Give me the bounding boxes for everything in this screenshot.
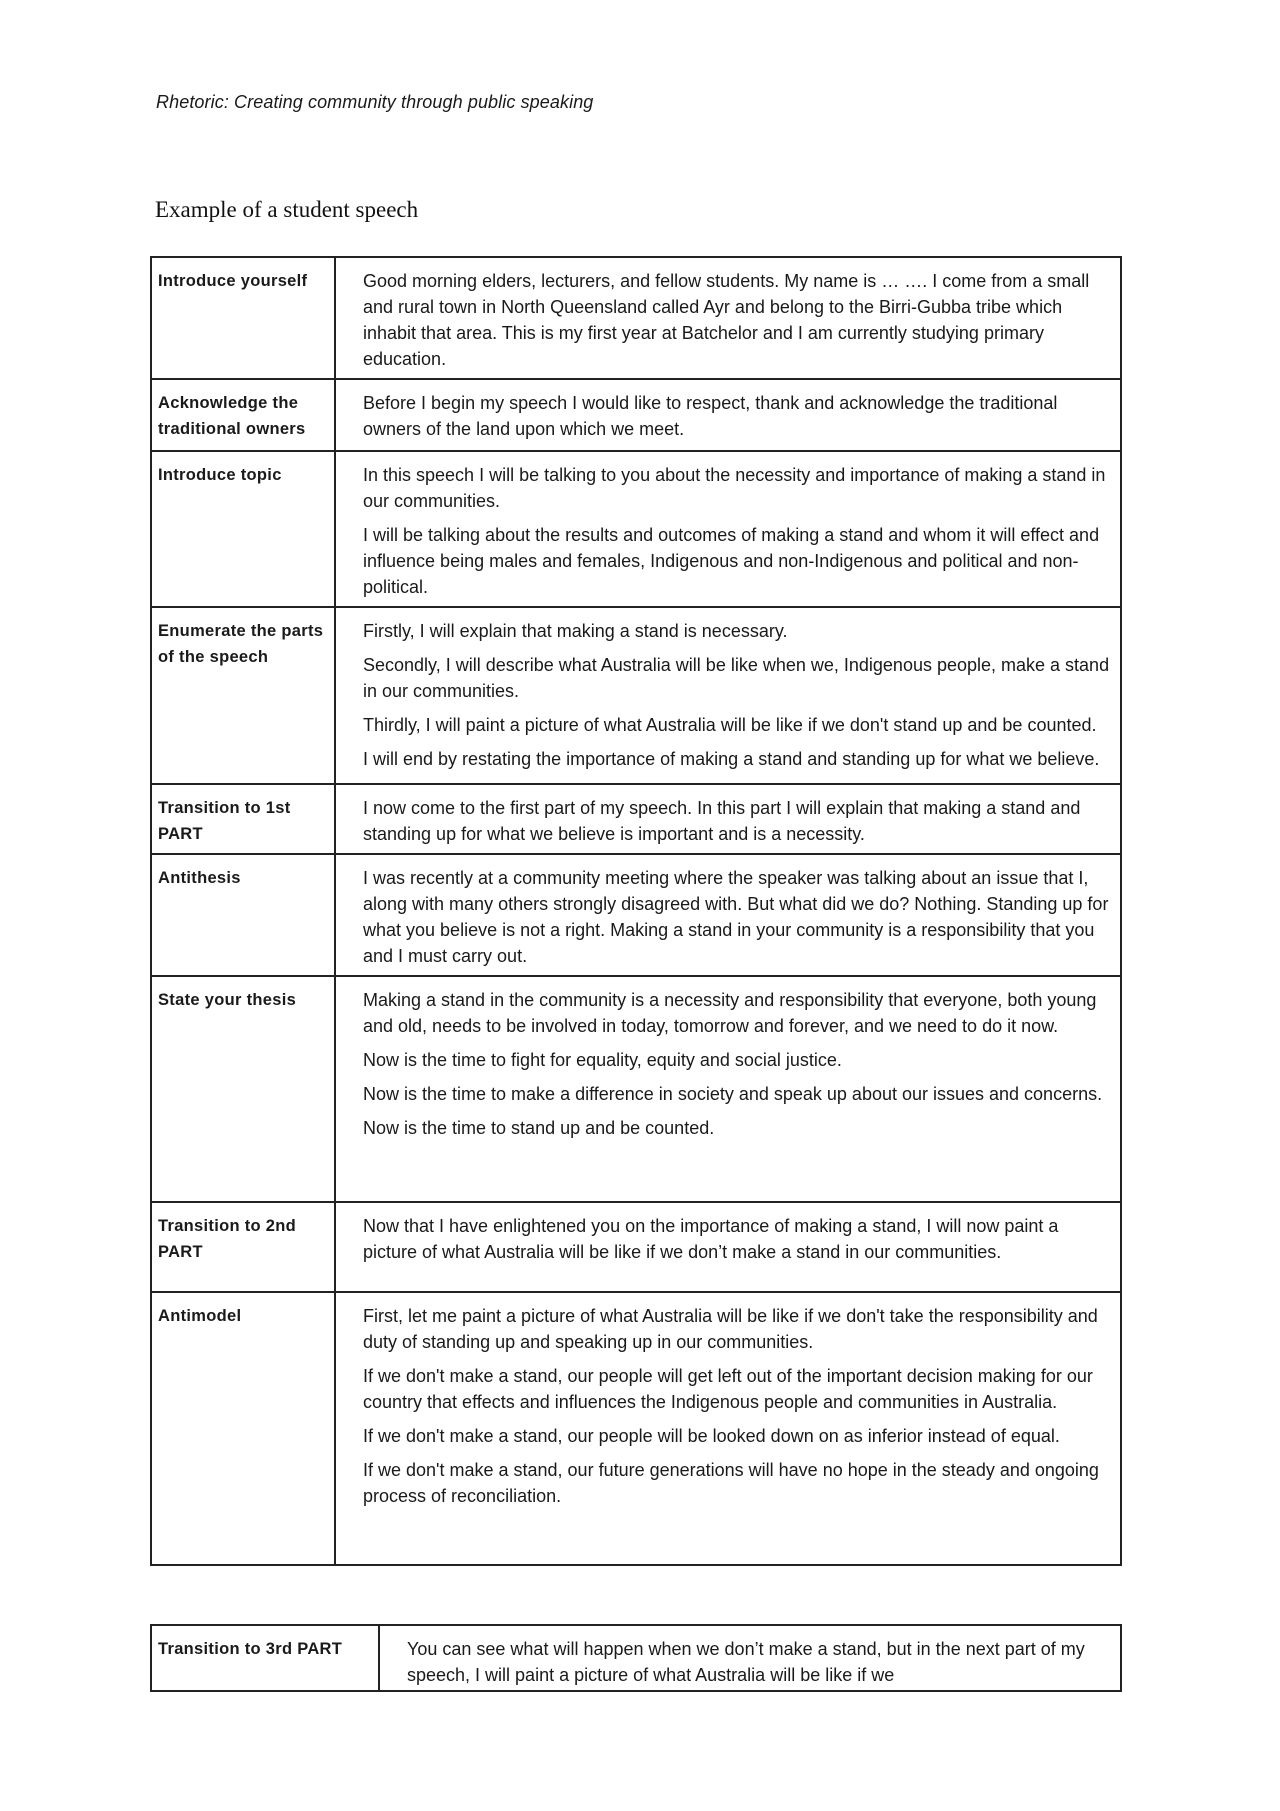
row-label: Introduce yourself <box>151 257 335 379</box>
row-label: Transition to 1st PART <box>151 784 335 854</box>
row-label: Acknowledge the traditional owners <box>151 379 335 451</box>
table-row <box>151 784 1121 854</box>
row-content <box>335 1292 1121 1565</box>
row-content <box>335 379 1121 451</box>
speech-structure-table <box>150 256 1122 1566</box>
running-header: Rhetoric: Creating community through public speaking <box>156 92 594 112</box>
paragraph: If we don't make a stand, our people will be looked down on as inferior instead of equal. <box>363 1426 1060 1446</box>
paragraph: I will end by restating the importance of making a stand and standing up for what we believe. <box>363 749 1100 769</box>
paragraph: Good morning elders, lecturers, and fellow students. My name is … …. I come from a small and rural town in North Queensland called Ayr and belong to the Birri-Gubba tribe which inhabit that area. This is my first year at Batchelor and I am currently studying primary education. <box>363 271 1090 369</box>
table-row <box>151 854 1121 976</box>
paragraph: Secondly, I will describe what Australia will be like when we, Indigenous people, make a stand in our communities. <box>363 655 1110 701</box>
paragraph: In this speech I will be talking to you about the necessity and importance of making a stand in our communities. <box>363 465 1106 511</box>
paragraph: I will be talking about the results and outcomes of making a stand and whom it will effect and influence being males and females, Indigenous and non-Indigenous and political and non-political. <box>363 525 1100 597</box>
table-row <box>151 1625 1121 1691</box>
paragraph: I was recently at a community meeting where the speaker was talking about an issue that I, along with many others strongly disagreed with. But what did we do? Nothing. Standing up for what you believe is not a right. Making a stand in your community is a responsibility that you and I must carry out. <box>363 868 1109 966</box>
row-label: Introduce topic <box>151 451 335 607</box>
table-row <box>151 379 1121 451</box>
paragraph: I now come to the first part of my speech. In this part I will explain that making a stand and standing up for what we believe is important and is a necessity. <box>363 798 1081 844</box>
row-label: Transition to 3rd PART <box>151 1625 379 1691</box>
row-content <box>335 257 1121 379</box>
paragraph: If we don't make a stand, our future generations will have no hope in the steady and ongoing process of reconciliation. <box>363 1460 1099 1506</box>
paragraph: Now that I have enlightened you on the importance of making a stand, I will now paint a picture of what Australia will be like if we don’t make a stand in our communities. <box>363 1216 1059 1262</box>
row-label: State your thesis <box>151 976 335 1202</box>
row-label: Transition to 2nd PART <box>151 1202 335 1292</box>
paragraph: You can see what will happen when we don’t make a stand, but in the next part of my speech, I will paint a picture of what Australia will be like if we <box>407 1639 1085 1685</box>
row-content <box>379 1625 1121 1691</box>
row-label: Antithesis <box>151 854 335 976</box>
table-row <box>151 976 1121 1202</box>
document-title: Example of a student speech <box>155 197 419 222</box>
row-label: Enumerate the parts of the speech <box>151 607 335 784</box>
paragraph: Now is the time to fight for equality, equity and social justice. <box>363 1050 842 1070</box>
row-label: Antimodel <box>151 1292 335 1565</box>
row-content <box>335 976 1121 1202</box>
paragraph: First, let me paint a picture of what Australia will be like if we don't take the responsibility and duty of standing up and speaking up in our communities. <box>363 1306 1098 1352</box>
table-row <box>151 607 1121 784</box>
table-row <box>151 451 1121 607</box>
table-row <box>151 1202 1121 1292</box>
paragraph: Now is the time to stand up and be counted. <box>363 1118 715 1138</box>
row-content <box>335 784 1121 854</box>
paragraph: Now is the time to make a difference in society and speak up about our issues and concerns. <box>363 1084 1103 1104</box>
row-content <box>335 451 1121 607</box>
row-content <box>335 607 1121 784</box>
row-content <box>335 1202 1121 1292</box>
paragraph: Making a stand in the community is a necessity and responsibility that everyone, both young and old, needs to be involved in today, tomorrow and forever, and we need to do it now. <box>363 990 1097 1036</box>
table-row <box>151 1292 1121 1565</box>
paragraph: Thirdly, I will paint a picture of what Australia will be like if we don't stand up and be counted. <box>363 715 1097 735</box>
speech-structure-table-continued <box>150 1624 1122 1692</box>
paragraph: Before I begin my speech I would like to respect, thank and acknowledge the traditional owners of the land upon which we meet. <box>363 393 1058 439</box>
paragraph: If we don't make a stand, our people will get left out of the important decision making for our country that effects and influences the Indigenous people and communities in Australia. <box>363 1366 1093 1412</box>
table-row <box>151 257 1121 379</box>
paragraph: Firstly, I will explain that making a stand is necessary. <box>363 621 788 641</box>
row-content <box>335 854 1121 976</box>
